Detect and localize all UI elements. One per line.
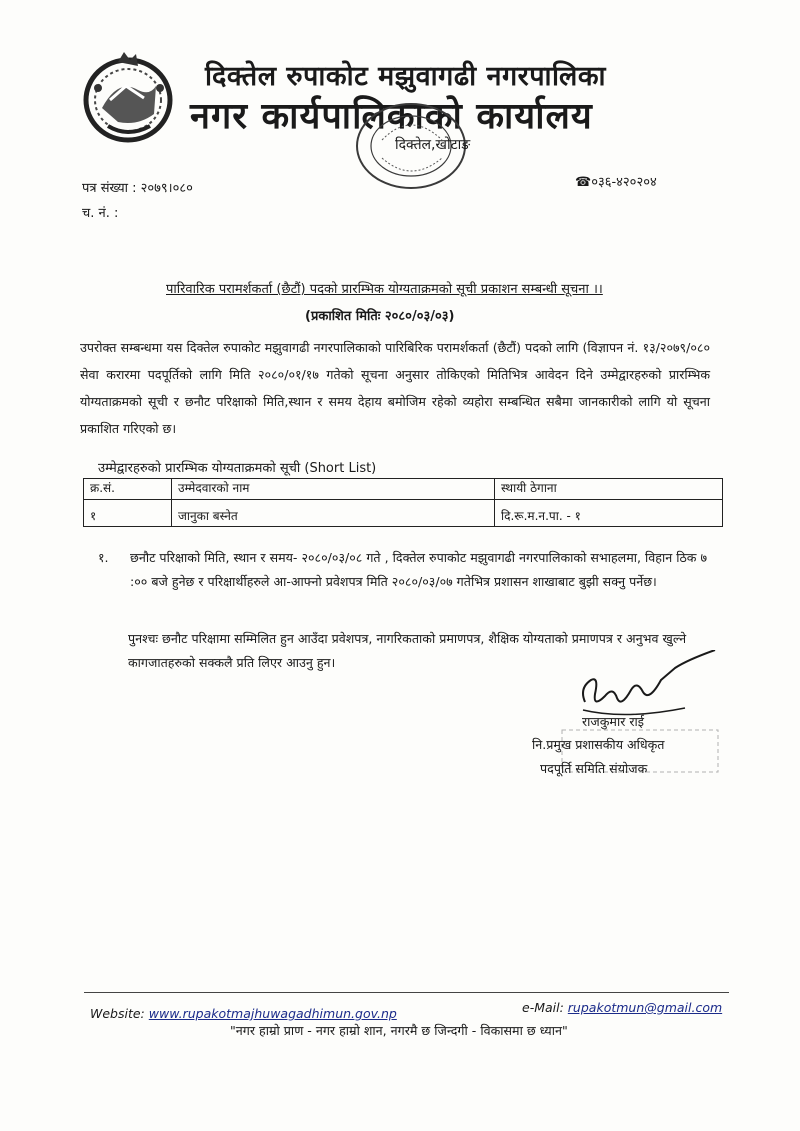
email-label: e-Mail:	[522, 1000, 564, 1015]
signatory-name: राजकुमार राई	[582, 714, 644, 729]
signatory-role: पदपूर्ति समिति संयोजक	[540, 761, 648, 776]
point-text: छनौट परिक्षाको मिति, स्थान र समय- २०८०/०३/०८ गते , दिक्तेल रुपाकोट मझुवागढी नगरपालिकाको सभाहलमा, विहान ठिक ७ :०० बजे हुनेछ र परिक्षार्थीहरुले आ-आफ्नो प्रवेशपत्र मिति २०८०/०३/०७ गतेभित्र प्रशासन शाखाबाट बुझी सक्नु पर्नेछ।	[130, 550, 708, 589]
website-link[interactable]: www.rupakotmajhuwagadhimun.gov.np	[148, 1006, 397, 1021]
table-row	[84, 500, 723, 527]
cell-candidate-name: जानुका बस्नेत	[172, 500, 495, 527]
table-header-row	[84, 479, 723, 500]
notice-title: पारिवारिक परामर्शकर्ता (छैटौं) पदको प्रारम्भिक योग्यताक्रमको सूची प्रकाशन सम्बन्धी सूचना ।।	[166, 282, 603, 297]
government-emblem-icon	[78, 48, 178, 144]
website-label: Website:	[90, 1006, 145, 1021]
office-location: दिक्तेल,खोटाङ	[395, 137, 471, 153]
footer-divider	[84, 992, 729, 993]
municipality-name: दिक्तेल रुपाकोट मझुवागढी नगरपालिका	[205, 61, 607, 92]
signatory-title: नि.प्रमुख प्रशासकीय अधिकृत	[532, 737, 665, 752]
point-number: १.	[98, 550, 109, 565]
letter-number: पत्र संख्या : २०७९।०८०	[82, 181, 193, 196]
shortlist-heading: उम्मेद्वारहरुको प्रारम्भिक योग्यताक्रमको सूची (Short List)	[98, 461, 377, 476]
cell-address: दि.रू.म.न.पा. - १	[495, 500, 723, 527]
dispatch-number: च. नं. :	[82, 206, 119, 221]
footer-website	[90, 1006, 397, 1021]
column-header-name: उम्मेदवारको नाम	[172, 479, 495, 500]
shortlist-table	[83, 478, 723, 527]
published-date: (प्रकाशित मितिः २०८०/०३/०३)	[305, 309, 455, 324]
cell-serial: १	[84, 500, 172, 527]
footer-email	[522, 1000, 722, 1015]
column-header-serial: क्र.सं.	[84, 479, 172, 500]
municipality-slogan: "नगर हाम्रो प्राण - नगर हाम्रो शान, नगरमै छ जिन्दगी - विकासमा छ ध्यान"	[230, 1023, 568, 1038]
notice-body: उपरोक्त सम्बन्धमा यस दिक्तेल रुपाकोट मझुवागढी नगरपालिकाको पारिबिरिक परामर्शकर्ता (छैटौं) पदको लागि (विज्ञापन नं. १३/२०७९/०८० सेवा करारमा पदपूर्तिको लागि मिति २०८०/०१/१७ गतेको सूचना अनुसार तोकिएको मितिभित्र आवेदन दिने उम्मेद्वारहरुको प्रारम्भिक योग्यताक्रमको सूची र छनौट परिक्षाको मिति,स्थान र समय देहाय बमोजिम रहेको व्यहोरा सम्बन्धित सबैमा जानकारीको लागि यो सूचना प्रकाशित गरिएको छ।	[80, 340, 710, 436]
addendum-note: पुनश्चः छनौट परिक्षामा सम्मिलित हुन आउँदा प्रवेशपत्र, नागरिकताको प्रमाणपत्र, शैक्षिक योग्यताको प्रमाणपत्र र अनुभव खुल्ने कागजातहरुको सक्कलै प्रति लिएर आउनु हुन।	[128, 631, 687, 670]
exam-details-point	[98, 546, 718, 594]
office-phone: ☎०३६-४२०२०४	[575, 175, 657, 190]
column-header-address: स्थायी ठेगाना	[495, 479, 723, 500]
email-link[interactable]: rupakotmun@gmail.com	[567, 1000, 723, 1015]
office-name: नगर कार्यपालिकाको कार्यालय	[190, 96, 593, 137]
